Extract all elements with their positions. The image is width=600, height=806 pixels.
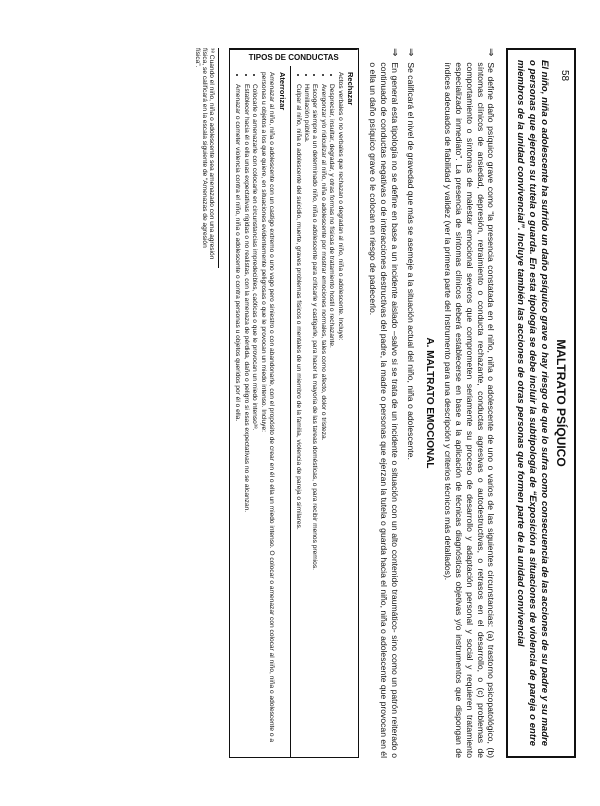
bullet-list [294,84,335,751]
conduct-types-table [229,48,359,758]
list-item [404,48,417,758]
table-header: TIPOS DE CONDUCTAS [230,49,358,66]
bullet-item: • Amenazar o cometer violencia contra el niño, niña o adolescente o contra personas u objetos queridos por él o ella. [233,84,241,751]
definition-section [368,48,497,758]
definition-text: Se define daño psíquico grave como “la presencia constatada en el niño, niña o adolescente de uno o varios de las siguientes circunstancias: (a) trastorno psicopatológico, (b) síntomas clínicos de ansiedad, depresión, retraimiento o conducta rechazante, conductas agresivas o autodestructivas, o retrasos en el desarrollo, o (c) problemas de comportamiento o síntomas de malestar emocional severos que comprometen seriamente su proceso de desarrollo y adaptación personal y social y requieren tratamiento especializado inmediato”. La presencia de síntomas clínicos deberá establecerse en base a la aplicación de técnicas diagnósticas objetivas y/o instrumentos que dispongan de índices adecuados de fiabilidad y validez (ver la primera parte del Instrumento para una descripción y criterios técnicos más detallados). [443,62,497,758]
rotated-page-content [20,18,580,788]
arrow-icon: ⇒ [485,48,497,57]
page-number: 58 [558,69,570,82]
definition-item [443,48,497,758]
bullet-item: • Escoger siempre a un determinado niño, niña o adolescente para criticarle y castigarle, para hacer la mayoría de las tareas domésticas, o para recibir menos premios. [310,84,318,751]
bullet-item: • Establecer hacia él o ella unas expectativas rígidas o no realistas, con la amenaza de pérdida, daño o peligro si esas expectativas no se alcanzan. [241,84,249,751]
bullet-item: • Culpar al niño, niña o adolescente del suicidio, muerte, graves problemas físicos o mentales de un miembro de la familia, violencia de pareja o similares. [294,84,302,751]
item-text: Se calificará el nivel de gravedad que más se asemeje a la situación actual del niño, niña o adolescente. [406,62,417,460]
item-text: En general esta tipología no se define en base a un incidente aislado –salvo si se trata de un incidente o situación con un alto contenido traumático- sino como un patrón reiterado o continuado de conductas negativas o de interacciones destructivas del padre, la madre o personas que ejerzan la tutela o guarda hacia el niño, niña o adolescente que provocan en él o ella un daño psíquico grave o le colocan en riesgo de padecerlo. [368,62,400,758]
footnote: ³⁸ Cuando el niño, niña o adolescente sea amenazado con una agresión física, se calificará en la escala siguiente de “Amenazas de agresión física”. [194,48,219,268]
bullet-list [233,84,258,751]
box-title: MALTRATO PSÍQUICO [554,339,568,467]
box-text: El niño, niña o adolescente ha sufrido un daño psíquico grave o hay riesgo de que lo sufra como consecuencia de las acciones de su padre y su madre o personas que ejercen su tutela o guarda. En esta tipología se debe incluir la subtipología de “Exposición a situaciones de violencia de pareja o entre miembros de la unidad convivencial”. Incluye también las acciones de otras personas que formen parte de la unidad convivencial [515,60,550,746]
arrow-icon: ⇒ [388,48,400,57]
bullet-item: • Avergonzar y/o ridiculizar al niño, niña o adolescente por mostrar emociones normales, tales como afecto, dolor o tristeza. [318,84,326,751]
list-item [368,48,400,758]
table-row [290,66,359,757]
table-body [230,66,358,757]
bullet-item: • Colocarle o amenazarle con colocarle en circunstancias impredecibles, caóticas o que le provocan un miedo intenso³⁸. [250,84,258,751]
row-title: Aterrorizar [277,72,287,111]
section-heading: A. MALTRATO EMOCIONAL [423,337,435,469]
row-title: Rechazar [346,72,356,106]
bullet-item: • Humillación pública. [302,84,310,751]
definition-box [506,48,576,758]
table-row [230,66,290,757]
arrow-icon: ⇒ [405,48,417,57]
bullet-item: • Despreciar, insultar, degradar, y otras formas no físicas de tratamiento hostil o rechazante. [327,84,335,751]
row-intro: Amenazar al niño, niña o adolescente con un castigo extremo o uno vago pero siniestro o con abandonarle, con el propósito de crear en él o ella un miedo intenso. O colocar o amenazar con colocar al niño, niña o adolescente o a personas u objetos a los que quiere, en situaciones evidentemente peligrosas o que le provocan un miedo intenso. Incluye: [260,72,276,743]
row-intro: Actos verbales o no verbales que rechazan o degradan al niño, niña o adolescente. Incluye: [337,72,345,341]
